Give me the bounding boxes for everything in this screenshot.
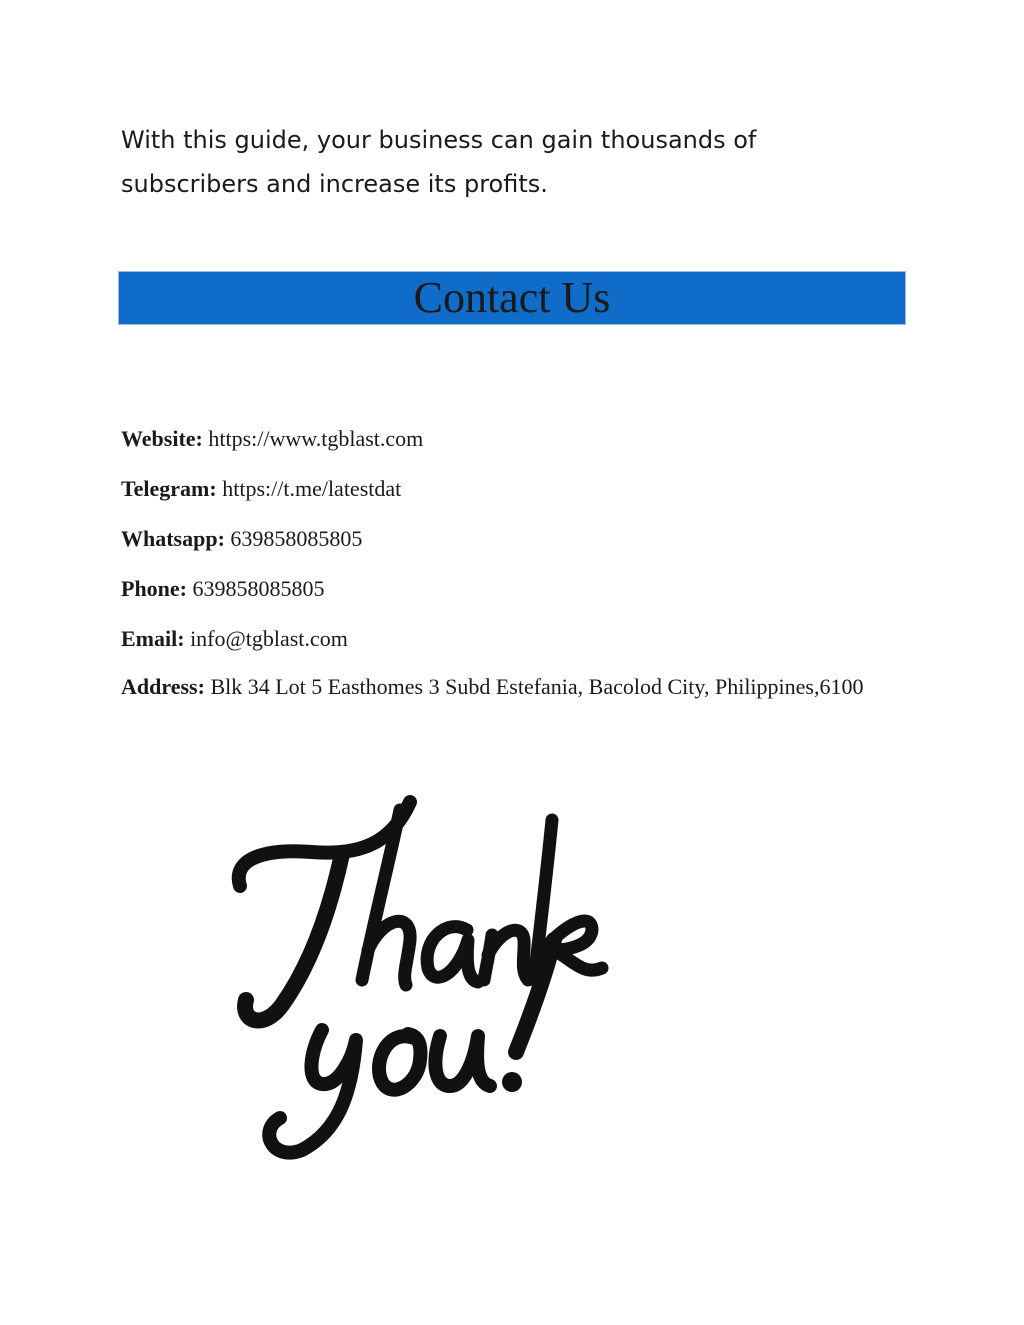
contact-website-value[interactable]: https://www.tgblast.com [208,426,424,451]
contact-list [121,426,901,729]
contact-email-value[interactable]: info@tgblast.com [190,626,348,651]
contact-whatsapp-label: Whatsapp: [121,526,225,551]
contact-us-banner [118,271,906,325]
lettering-o [379,1034,421,1090]
contact-website-label: Website: [121,426,203,451]
contact-address [121,670,901,704]
lettering-t-stem [245,854,342,1020]
contact-telegram-label: Telegram: [121,476,217,501]
contact-email [121,626,901,651]
contact-email-label: Email: [121,626,185,651]
contact-telegram [121,476,901,501]
contact-address-value: Blk 34 Lot 5 Easthomes 3 Subd Estefania, Bacolod City, Philippines,6100 [210,674,864,699]
contact-phone-value: 639858085805 [192,576,325,601]
thank-you-svg [222,790,622,1160]
intro-paragraph: With this guide, your business can gain thousands of subscribers and increase its profits. [121,126,757,198]
contact-website [121,426,901,451]
lettering-y [269,1030,356,1153]
contact-phone-label: Phone: [121,576,187,601]
lettering-u [435,1036,490,1086]
contact-phone [121,576,901,601]
contact-whatsapp-value: 639858085805 [230,526,363,551]
contact-us-heading: Contact Us [413,273,611,322]
lettering-exclaim-dot [502,1072,522,1092]
lettering-a [427,927,478,982]
contact-whatsapp [121,526,901,551]
lettering-n [484,930,528,980]
contact-telegram-value[interactable]: https://t.me/latestdat [222,476,402,501]
thank-you-lettering [222,790,622,1160]
contact-address-label: Address: [121,674,205,699]
